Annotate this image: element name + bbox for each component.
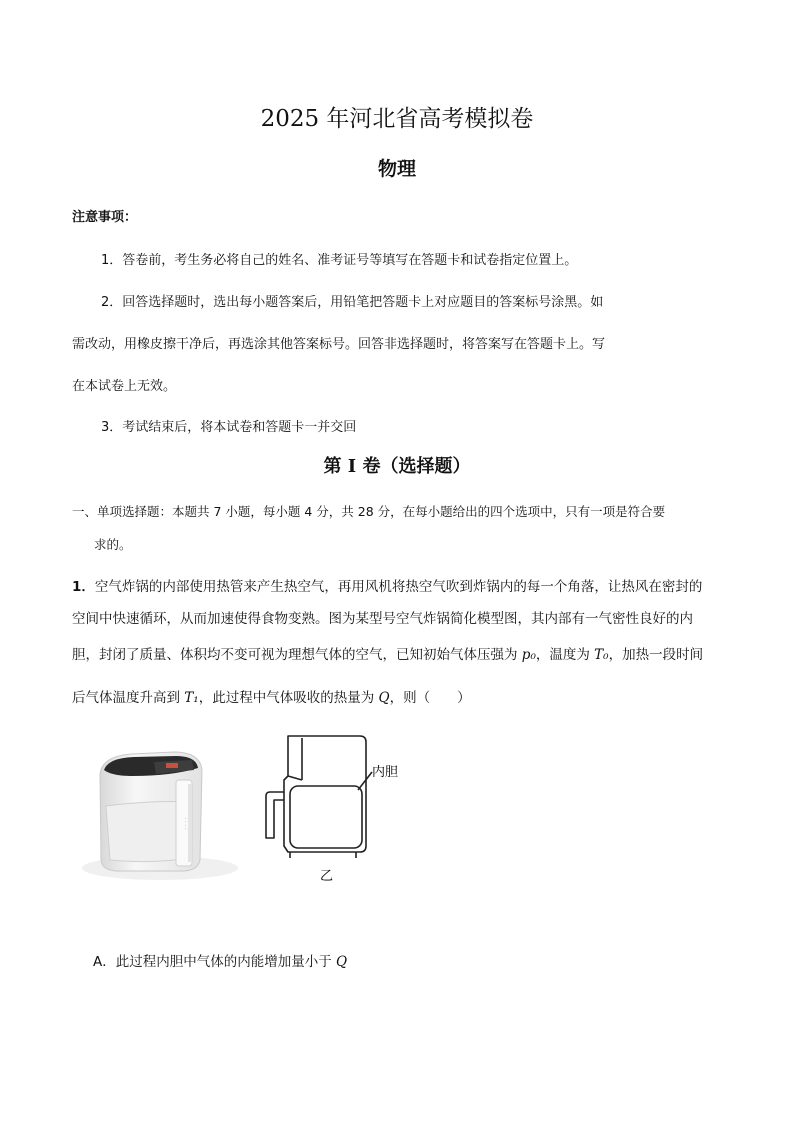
question-1-text-3b: ，温度为 [535, 647, 595, 663]
option-a-text: A．此过程内胆中气体的内能增加量小于 [93, 954, 337, 970]
section-intro-line-2: 求的。 [94, 537, 132, 552]
subject-title: 物理 [377, 158, 416, 180]
option-a [93, 950, 347, 970]
question-1-line-2: 空间中快速循环，从而加速使得食物变熟。图为某型号空气炸锅简化模型图，其内部有一气密性良好的内 [72, 611, 693, 627]
notice-heading: 注意事项： [72, 210, 138, 225]
section-title: 第 I 卷（选择题） [323, 456, 471, 477]
notice-item-1: 1．答卷前，考生务必将自己的姓名、准考证号等填写在答题卡和试卷指定位置上。 [101, 253, 578, 268]
question-1-text-4c: ，则（ ） [389, 690, 471, 706]
figure-caption: 乙 [320, 869, 334, 884]
question-1-text-4b: ，此过程中气体吸收的热量为 [198, 690, 379, 706]
var-t1: T₁ [184, 690, 199, 706]
question-1-line-1 [72, 575, 702, 595]
question-number: 1． [72, 579, 95, 595]
var-t0: T₀ [594, 647, 609, 663]
figure-label-inner: 内胆 [372, 765, 399, 780]
exam-title: 2025 年河北省高考模拟卷 [260, 106, 534, 132]
option-a-var-q: Q [336, 954, 348, 970]
var-q: Q [378, 690, 390, 706]
notice-item-2-line-1: 2．回答选择题时，选出每小题答案后，用铅笔把答题卡上对应题目的答案标号涂黑。如 [101, 295, 604, 310]
section-intro-line-1: 一、单项选择题：本题共 7 小题，每小题 4 分，共 28 分，在每小题给出的四个选项中，只有一项是符合要 [72, 504, 666, 519]
notice-item-2-line-3: 在本试卷上无效。 [72, 379, 177, 394]
notice-item-2-line-2: 需改动，用橡皮擦干净后，再选涂其他答案标号。回答非选择题时，将答案写在答题卡上。写 [72, 337, 606, 352]
question-1-text-4a: 后气体温度升高到 [72, 690, 185, 706]
question-1-text-3a: 胆，封闭了质量、体积均不变可视为理想气体的空气，已知初始气体压强为 [72, 647, 522, 663]
notice-item-3: 3．考试结束后，将本试卷和答题卡一并交回 [101, 420, 357, 435]
question-1-text-3c: ，加热一段时间 [608, 647, 704, 663]
question-1-text-1: 空气炸锅的内部使用热管来产生热空气，再用风机将热空气吹到炸锅内的每一个角落，让热风在密封的 [94, 579, 703, 595]
var-p0: p₀ [521, 647, 536, 663]
question-1-line-4 [72, 686, 471, 706]
svg-text:· · · ·: · · · · [182, 818, 188, 830]
question-1-line-3 [72, 643, 703, 663]
air-fryer-photo [72, 740, 248, 882]
air-fryer-diagram [258, 726, 418, 888]
